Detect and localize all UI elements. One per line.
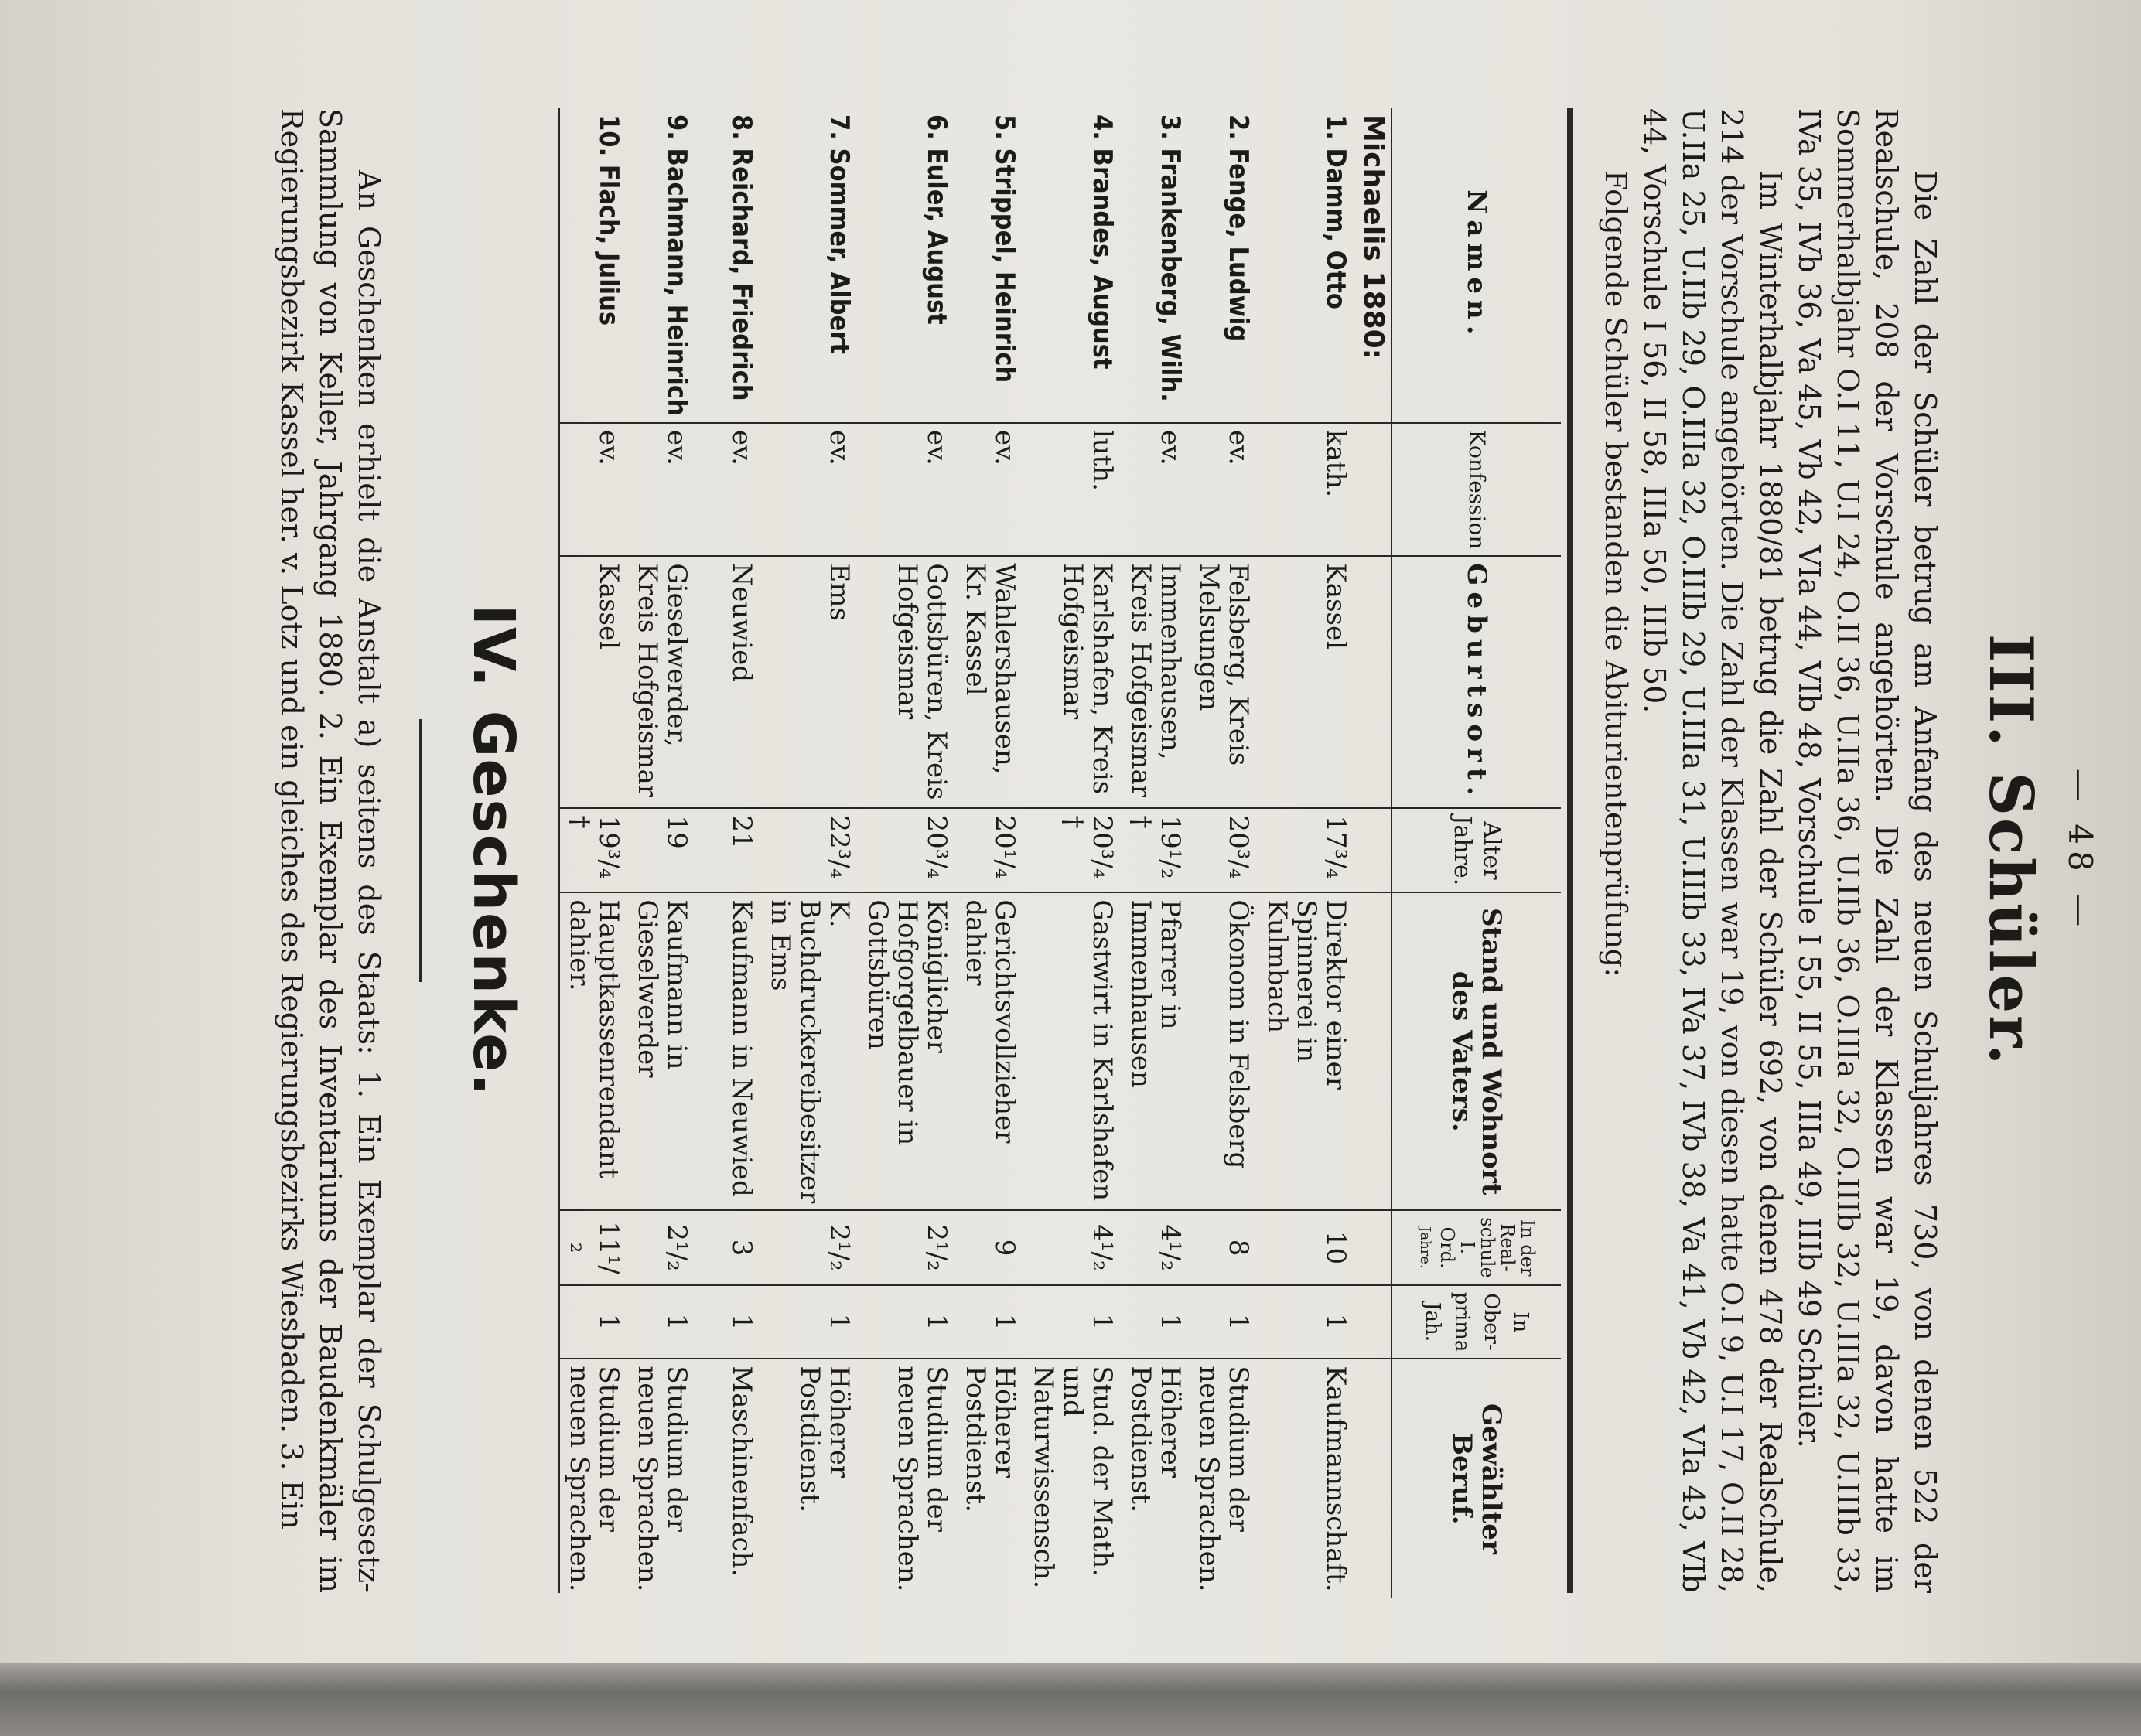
cell-alter: 19 (628, 808, 696, 892)
cell-beruf: Kaufmannschaft. (1320, 1366, 1351, 1592)
cell-name: 10. Flach, Julius (560, 108, 628, 423)
cell-oberprima: 1 (1024, 1285, 1122, 1359)
cell-alter: 19³/₄ † (560, 808, 628, 892)
header-name: Namen. (1391, 108, 1561, 423)
cell-realschule: 2¹/₂ (628, 1210, 696, 1285)
cell-oberprima: 1 (956, 1285, 1024, 1359)
cell-realschule: 9 (956, 1210, 1024, 1285)
cell-beruf: Studium der neuen Sprachen. (892, 1366, 952, 1592)
header-alter: Alter Jahre. (1391, 808, 1561, 892)
cell-alter: 20¹/₄ (956, 808, 1024, 892)
section-label-michaelis: Michaelis 1880: (1355, 108, 1391, 423)
cell-alter: 17³/₄ (1258, 808, 1355, 892)
cell-geburtsort: Neuwied (696, 556, 761, 808)
abiturienten-table (560, 108, 1561, 1598)
cell-realschule: 2¹/₂ (761, 1210, 859, 1285)
cell-geburtsort: Kassel (1258, 556, 1355, 808)
cell-konfession: ev. (628, 423, 696, 557)
cell-geburtsort: Gottsbüren, Kreis Hofgeismar (859, 556, 956, 808)
heading-separator (419, 719, 422, 982)
cell-oberprima: 1 (1190, 1285, 1258, 1359)
cell-oberprima: 1 (560, 1285, 628, 1359)
section-iii-heading: III. Schüler. (1975, 633, 2046, 1068)
cell-alter: 19¹/₂ † (1122, 808, 1190, 892)
cell-geburtsort: Gieselwerder, Kreis Hofgeismar (628, 556, 696, 808)
cell-oberprima: 1 (628, 1285, 696, 1359)
cell-konfession: ev. (1122, 423, 1190, 557)
cell-realschule: 8 (1190, 1210, 1258, 1285)
cell-alter: 20³/₄ (859, 808, 956, 892)
cell-name: 1. Damm, Otto (1258, 108, 1355, 423)
cell-beruf: Studium der neuen Sprachen. (632, 1366, 692, 1592)
cell-realschule: 11¹/₂ (560, 1210, 628, 1285)
header-realschule-unit: Jahre. (1417, 1226, 1434, 1269)
cell-stand: Kaufmann in Neuwied (696, 892, 761, 1210)
cell-beruf: Maschinenfach. (726, 1366, 757, 1577)
paragraph-geschenke: An Geschenken erhielt die Anstalt a) seitens des Staats: 1. Ein Exemplar der Schulgesetz-Sammlung von Keller, Jahrgang 1880. 2. Ein Exemplar des Inventariums der Baudenkmäler im Regierungsbezirk Kassel her. v. Lotz und ein gleiches des Regierungsbezirks Wiesbaden. 3. Ein (275, 108, 386, 1593)
table-row (761, 108, 859, 1598)
cell-geburtsort: Ems (761, 556, 859, 808)
cell-beruf: Studium der neuen Sprachen. (564, 1366, 624, 1592)
cell-name: 6. Euler, August (859, 108, 956, 423)
cell-stand: Ökonom in Felsberg (1190, 892, 1258, 1210)
header-oberprima: In Ober-prima Jah. (1391, 1285, 1561, 1359)
cell-konfession: ev. (859, 423, 956, 557)
cell-beruf: Höherer Postdienst. (1125, 1366, 1186, 1513)
table-row (1190, 108, 1258, 1598)
cell-alter: 22³/₄ (761, 808, 859, 892)
cell-name: 4. Brandes, August (1024, 108, 1122, 423)
header-stand: Stand und Wohnort des Vaters. (1391, 892, 1561, 1210)
cell-beruf: Höherer Postdienst. (960, 1366, 1020, 1513)
table-row (956, 108, 1024, 1598)
header-realschule-label: In der Real-schule I. Ord. (1436, 1217, 1539, 1278)
cell-oberprima: 1 (859, 1285, 956, 1359)
cell-stand: K. Buchdruckereibesitzer in Ems (761, 892, 859, 1210)
cell-realschule: 4¹/₂ (1122, 1210, 1190, 1285)
cell-oberprima: 1 (761, 1285, 859, 1359)
cell-realschule: 4¹/₂ (1024, 1210, 1122, 1285)
cell-realschule: 10 (1258, 1210, 1355, 1285)
cell-geburtsort: Kassel (560, 556, 628, 808)
header-geburtsort: Geburtsort. (1391, 556, 1561, 808)
cell-name: 7. Sommer, Albert (761, 108, 859, 423)
header-realschule (1391, 1210, 1561, 1285)
cell-konfession: ev. (560, 423, 628, 557)
cell-konfession: ev. (956, 423, 1024, 557)
cell-konfession: ev. (761, 423, 859, 557)
header-beruf: Gewählter Beruf. (1391, 1359, 1561, 1598)
cell-realschule: 3 (696, 1210, 761, 1285)
table-top-rule (1567, 108, 1573, 1593)
cell-stand: Kaufmann in Gieselwerder (628, 892, 696, 1210)
cell-beruf: Stud. der Math. und Naturwissensch. (1028, 1366, 1118, 1589)
paragraph-school-count: Die Zahl der Schüler betrug am Anfang des neuen Schuljahres 730, von denen 522 der Realschule, 208 der Vorschule angehörten. Die Zahl der Klassen war 19, davon hatte im Sommerhalbjahr O.I 11, U.I 24, O.II 36, U.IIa 36, U.IIb 36, O.IIIa 32, O.IIIb 32, U.IIIa 32, U.IIIb 33, IVa 35, IVb 36, Va 45, Vb 42, VIa 44, VIb 48, Vorschule I 55, II 55, IIIa 49, IIIb 49 Schüler. (1792, 108, 1942, 1593)
cell-alter: 20³/₄ (1190, 808, 1258, 892)
table-row (1122, 108, 1190, 1598)
cell-stand: Gerichtsvollzieher dahier (956, 892, 1024, 1210)
cell-name: 5. Strippel, Heinrich (956, 108, 1024, 423)
page-number: — 48 — (2061, 768, 2099, 933)
cell-stand: Pfarrer in Immenhausen (1122, 892, 1190, 1210)
cell-alter: 20³/₄ † (1024, 808, 1122, 892)
section-iv-heading: IV. Geschenke. (460, 604, 527, 1097)
table-bottom-rule (558, 108, 560, 1593)
cell-name: 3. Frankenberg, Wilh. (1122, 108, 1190, 423)
cell-geburtsort: Karlshafen, Kreis Hofgeismar (1024, 556, 1122, 808)
cell-beruf: Höherer Postdienst. (794, 1366, 855, 1513)
cell-geburtsort: Immenhausen, Kreis Hofgeismar (1122, 556, 1190, 808)
cell-konfession: ev. (1190, 423, 1258, 557)
table-row (1258, 108, 1355, 1598)
cell-konfession: ev. (696, 423, 761, 557)
cell-oberprima: 1 (696, 1285, 761, 1359)
cell-beruf: Studium der neuen Sprachen. (1193, 1366, 1254, 1592)
cell-geburtsort: Felsberg, Kreis Melsungen (1190, 556, 1258, 808)
cell-konfession: luth. (1024, 423, 1122, 557)
cell-stand: Direktor einer Spinnerei in Kulmbach (1258, 892, 1355, 1210)
cell-geburtsort: Wahlershausen, Kr. Kassel (956, 556, 1024, 808)
cell-name: 2. Fenge, Ludwig (1190, 108, 1258, 423)
table-row (859, 108, 956, 1598)
cell-alter: 21 (696, 808, 761, 892)
header-konfession: Konfession (1391, 423, 1561, 557)
table-row (696, 108, 761, 1598)
cell-stand: Königlicher Hofgorgelbauer in Gottsbüren (859, 892, 956, 1210)
book-gutter (0, 1663, 2141, 1736)
cell-oberprima: 1 (1258, 1285, 1355, 1359)
cell-oberprima: 1 (1122, 1285, 1190, 1359)
cell-stand: Hauptkassenrendant dahier. (560, 892, 628, 1210)
cell-stand: Gastwirt in Karlshafen (1024, 892, 1122, 1210)
table-row (1024, 108, 1122, 1598)
cell-name: 9. Bachmann, Heinrich (628, 108, 696, 423)
section-row (1355, 108, 1391, 1598)
table-header-row (1391, 108, 1561, 1598)
book-page (11, 39, 2130, 1663)
cell-name: 8. Reichard, Friedrich (696, 108, 761, 423)
table-row (628, 108, 696, 1598)
cell-realschule: 2¹/₂ (859, 1210, 956, 1285)
paragraph-abitur-intro: Folgende Schüler bestanden die Abiturientenprüfung: (1599, 170, 1633, 978)
paragraph-winter-count: Im Winterhalbjahr 1880/81 betrug die Zahl der Schüler 692, von denen 478 der Realschule, 214 der Vorschule angehörten. Die Zahl der Klassen war 19, von diesen hatte O.I 9, U.I 17, O.II 28, U.IIa 25, U.IIb 29, O.IIIa 32, O.IIIb 29, U.IIIa 31, U.IIIb 33, IVa 37, IVb 38, Va 41, Vb 42, VIa 43, VIb 44, Vorschule I 56, II 58, IIIa 50, IIIb 50. (1637, 108, 1788, 1593)
table-row (560, 108, 628, 1598)
cell-konfession: kath. (1258, 423, 1355, 557)
